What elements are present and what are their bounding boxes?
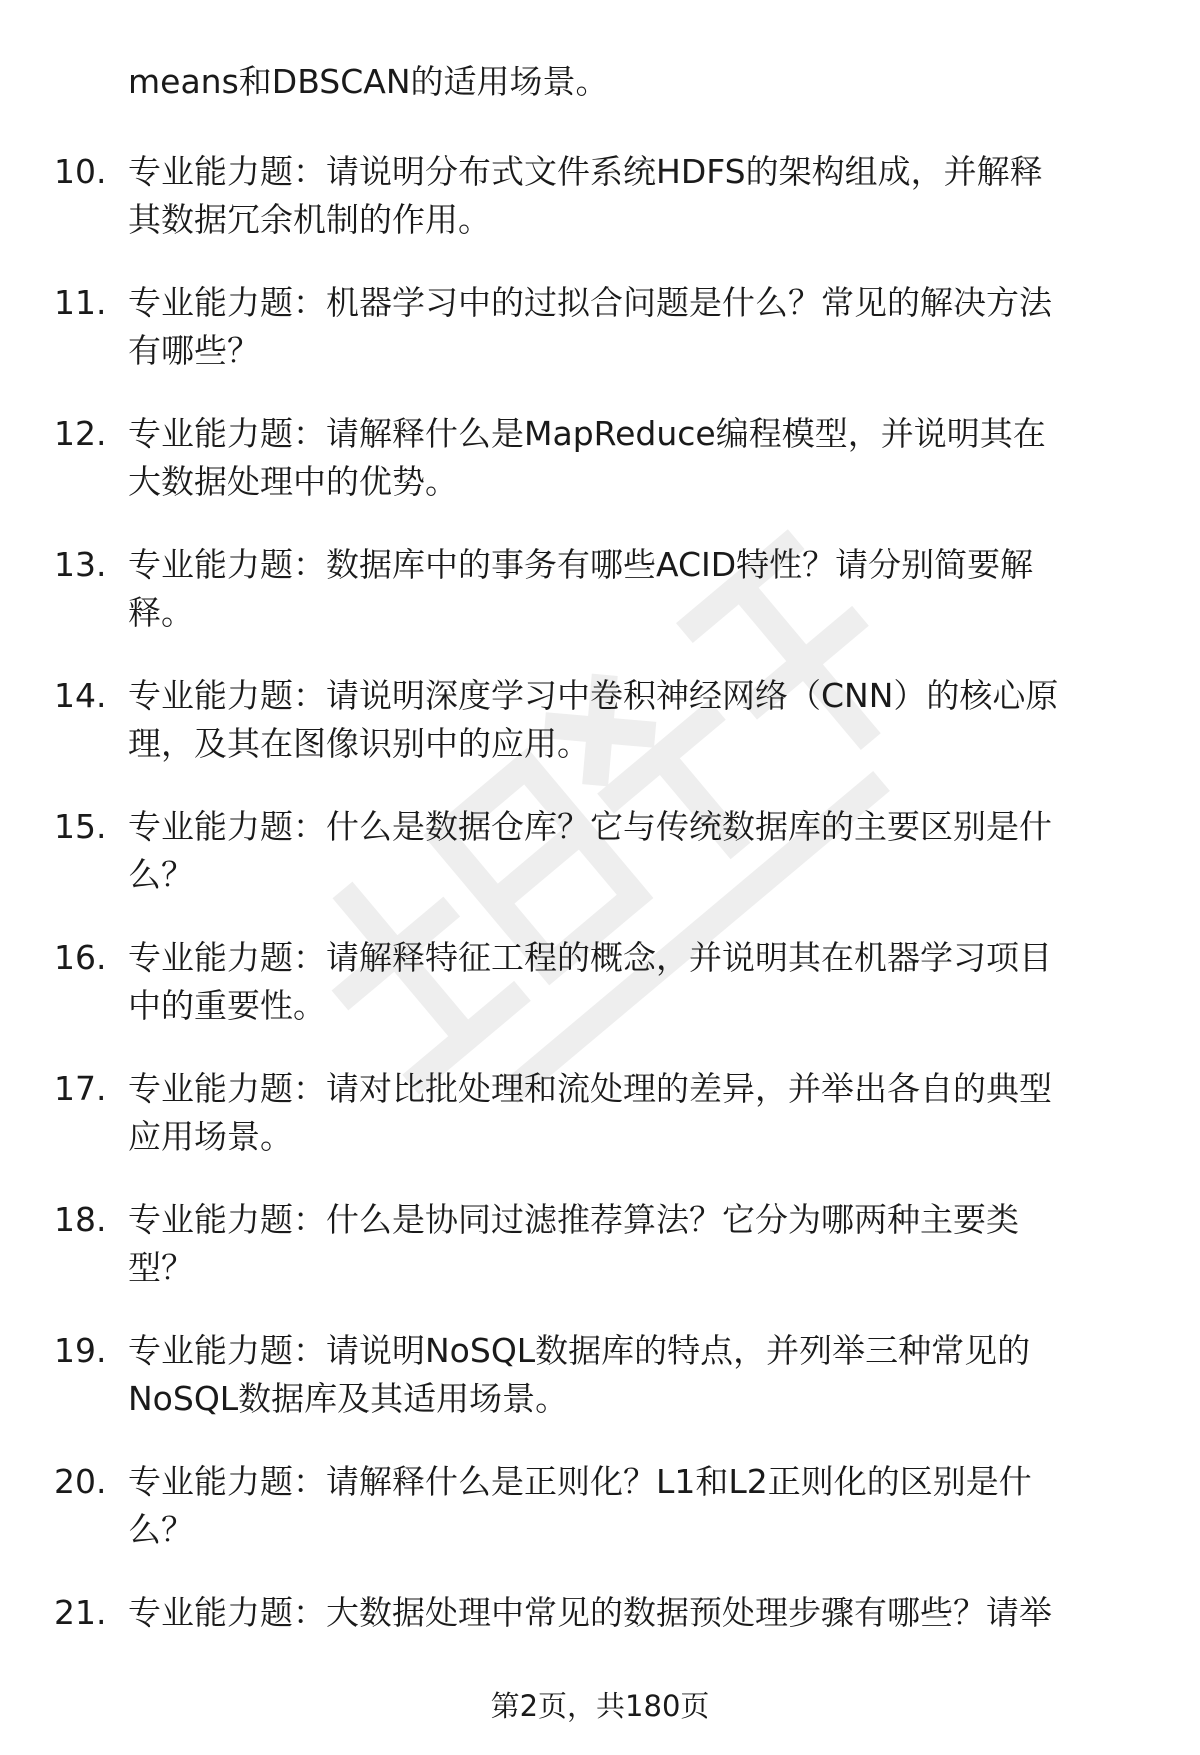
list-item [0, 410, 1200, 541]
question-text [128, 1196, 1148, 1292]
continued-question-text: means和DBSCAN的适用场景。 [128, 62, 609, 101]
question-line-1: 专业能力题：请解释什么是正则化？L1和L2正则化的区别是什 [128, 1462, 1032, 1501]
question-number: 17. [54, 1069, 107, 1108]
list-item [0, 1458, 1200, 1589]
question-number: 10. [54, 152, 107, 191]
question-line-2: 么？ [128, 1510, 194, 1549]
list-item [0, 1327, 1200, 1458]
list-item [0, 1196, 1200, 1327]
question-line-1: 专业能力题：数据库中的事务有哪些ACID特性？请分别简要解 [128, 545, 1034, 584]
question-number: 21. [54, 1593, 107, 1632]
question-text [128, 148, 1148, 244]
question-text [128, 541, 1148, 637]
page-indicator: 第2页，共180页 [490, 1689, 710, 1723]
question-line-1: 专业能力题：大数据处理中常见的数据预处理步骤有哪些？请举 [128, 1593, 1052, 1632]
question-line-2: 型？ [128, 1248, 194, 1287]
question-text [128, 1458, 1148, 1554]
question-line-1: 专业能力题：请解释特征工程的概念，并说明其在机器学习项目 [128, 938, 1052, 977]
question-number: 12. [54, 414, 107, 453]
question-line-1: 专业能力题：请说明深度学习中卷积神经网络（CNN）的核心原 [128, 676, 1059, 715]
question-line-1: 专业能力题：什么是数据仓库？它与传统数据库的主要区别是什 [128, 807, 1052, 846]
question-number: 14. [54, 676, 107, 715]
question-list [0, 148, 1200, 1720]
question-line-2: 释。 [128, 593, 194, 632]
list-item [0, 803, 1200, 934]
question-text [128, 1589, 1148, 1637]
question-text [128, 1327, 1148, 1423]
question-line-1: 专业能力题：请对比批处理和流处理的差异，并举出各自的典型 [128, 1069, 1052, 1108]
question-text [128, 803, 1148, 899]
question-line-2: NoSQL数据库及其适用场景。 [128, 1379, 569, 1418]
question-text [128, 672, 1148, 768]
question-number: 16. [54, 938, 107, 977]
question-line-1: 专业能力题：什么是协同过滤推荐算法？它分为哪两种主要类 [128, 1200, 1019, 1239]
question-line-2: 大数据处理中的优势。 [128, 462, 458, 501]
question-line-2: 理，及其在图像识别中的应用。 [128, 724, 590, 763]
list-item [0, 1065, 1200, 1196]
question-line-1: 专业能力题：机器学习中的过拟合问题是什么？常见的解决方法 [128, 283, 1052, 322]
list-item [0, 148, 1200, 279]
question-line-2: 中的重要性。 [128, 986, 326, 1025]
question-number: 19. [54, 1331, 107, 1370]
question-line-2: 其数据冗余机制的作用。 [128, 200, 491, 239]
question-number: 11. [54, 283, 107, 322]
question-number: 13. [54, 545, 107, 584]
question-number: 18. [54, 1200, 107, 1239]
list-item [0, 672, 1200, 803]
list-item [0, 279, 1200, 410]
question-line-2: 应用场景。 [128, 1117, 293, 1156]
question-number: 15. [54, 807, 107, 846]
question-text [128, 410, 1148, 506]
question-line-1: 专业能力题：请说明NoSQL数据库的特点，并列举三种常见的 [128, 1331, 1031, 1370]
question-line-1: 专业能力题：请说明分布式文件系统HDFS的架构组成，并解释 [128, 152, 1043, 191]
question-line-2: 么？ [128, 855, 194, 894]
list-item [0, 934, 1200, 1065]
question-text [128, 934, 1148, 1030]
question-text [128, 279, 1148, 375]
question-text [128, 1065, 1148, 1161]
list-item [0, 541, 1200, 672]
question-number: 20. [54, 1462, 107, 1501]
question-line-2: 有哪些？ [128, 331, 260, 370]
question-line-1: 专业能力题：请解释什么是MapReduce编程模型，并说明其在 [128, 414, 1046, 453]
